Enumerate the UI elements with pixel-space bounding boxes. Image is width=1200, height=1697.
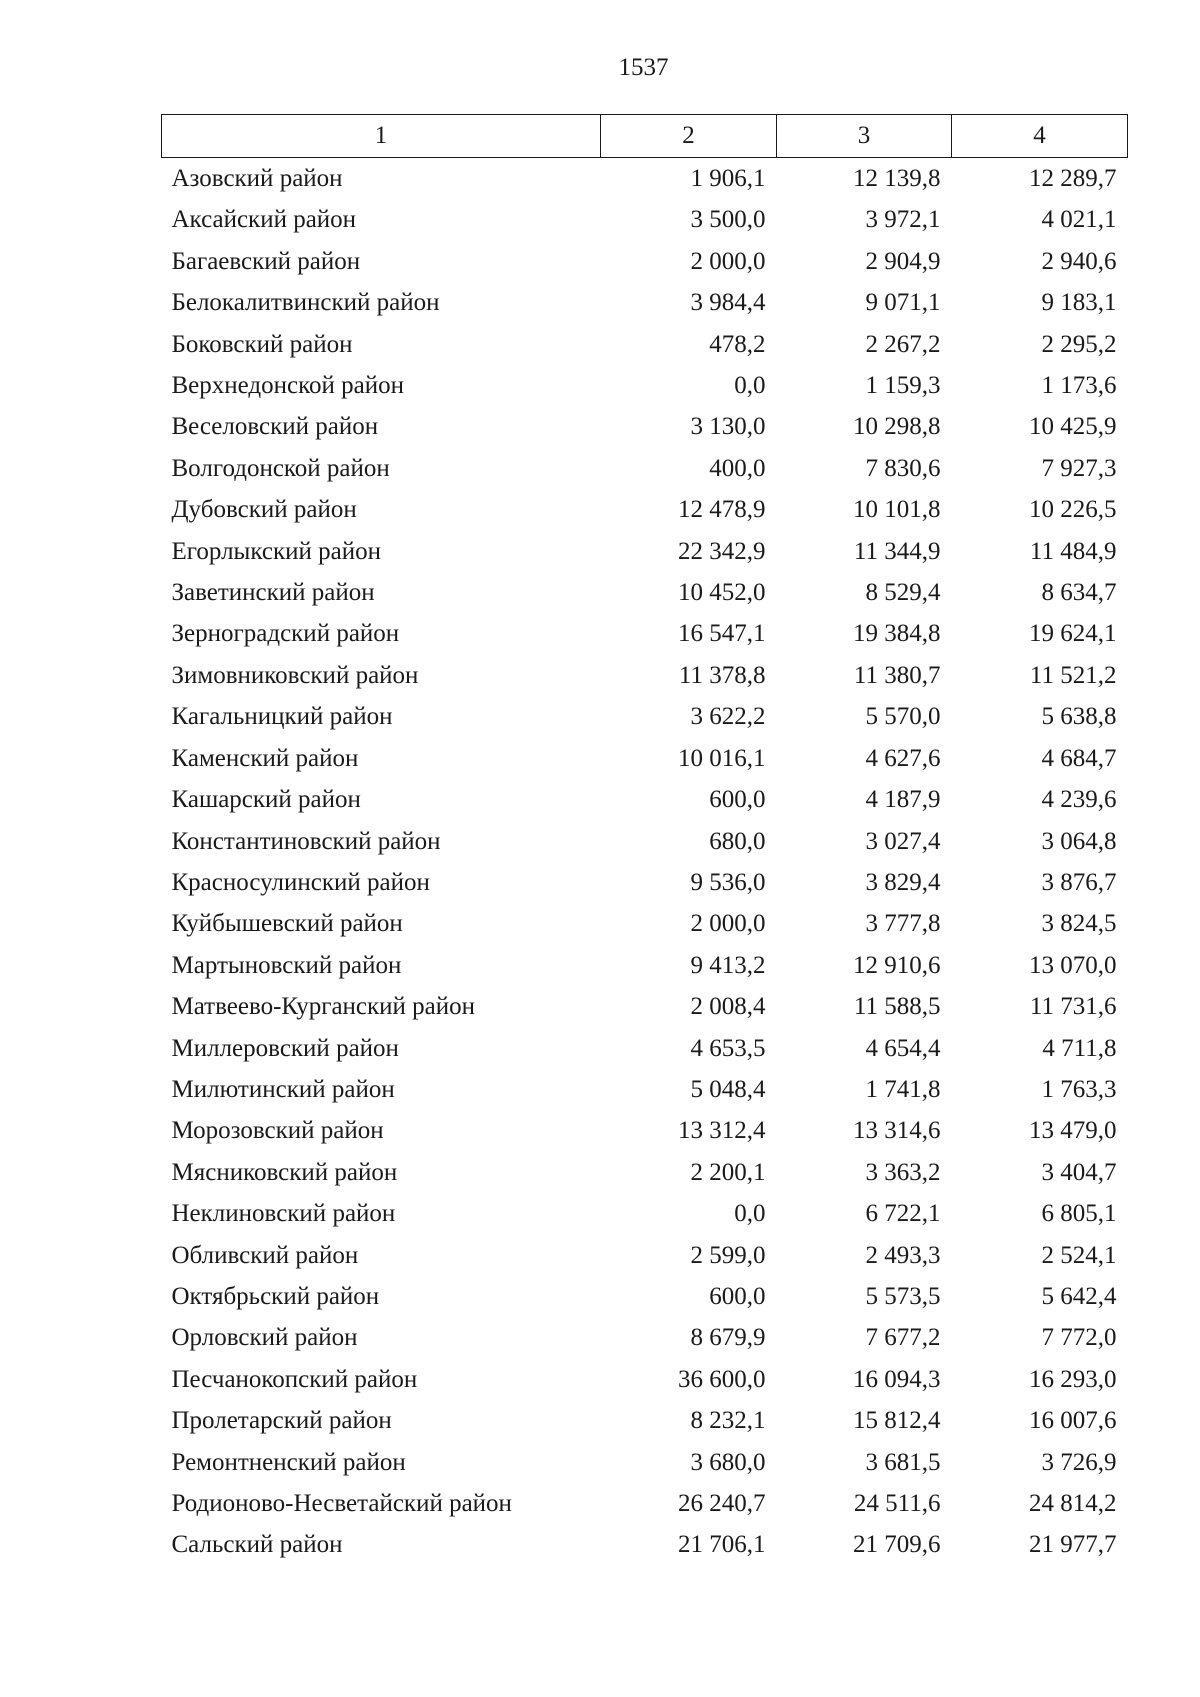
district-name: Зерноградский район bbox=[171, 620, 400, 648]
column-2-value: 8 232,1 bbox=[690, 1407, 766, 1435]
column-2-value: 2 599,0 bbox=[690, 1241, 766, 1269]
district-name: Каменский район bbox=[171, 744, 359, 772]
column-2-value: 9 413,2 bbox=[690, 951, 766, 979]
table-row bbox=[162, 365, 1128, 406]
column-4-value: 2 295,2 bbox=[1041, 330, 1117, 358]
district-name: Морозовский район bbox=[171, 1117, 384, 1145]
column-3-value: 5 573,5 bbox=[865, 1282, 941, 1310]
district-name: Октябрьский район bbox=[171, 1282, 380, 1310]
column-3-value: 4 187,9 bbox=[865, 786, 941, 814]
district-name: Родионово-Несветайский район bbox=[171, 1490, 512, 1517]
table-row bbox=[162, 613, 1128, 654]
column-4-value: 3 404,7 bbox=[1041, 1158, 1117, 1186]
column-4-value: 5 642,4 bbox=[1041, 1282, 1117, 1310]
district-name: Кагальницкий район bbox=[171, 703, 393, 731]
table-row bbox=[162, 1483, 1128, 1524]
column-2-value: 21 706,1 bbox=[678, 1531, 766, 1559]
header-row bbox=[162, 115, 1128, 158]
column-4-value: 24 814,2 bbox=[1029, 1490, 1117, 1517]
district-name: Кашарский район bbox=[171, 786, 361, 814]
district-name: Мясниковский район bbox=[171, 1158, 398, 1186]
district-name: Аксайский район bbox=[171, 206, 357, 234]
column-3-value: 13 314,6 bbox=[853, 1117, 941, 1145]
column-2-value: 22 342,9 bbox=[678, 537, 766, 565]
table-row bbox=[162, 945, 1128, 986]
table-row bbox=[162, 324, 1128, 365]
page-number: 1537 bbox=[618, 54, 669, 81]
district-name: Азовский район bbox=[171, 165, 343, 192]
table-body bbox=[162, 158, 1128, 1566]
column-2-value: 1 906,1 bbox=[690, 165, 766, 192]
column-2-value: 600,0 bbox=[709, 786, 766, 814]
column-4-value: 16 007,6 bbox=[1029, 1407, 1117, 1435]
column-header-1: 1 bbox=[162, 115, 601, 158]
column-2-value: 12 478,9 bbox=[678, 496, 766, 524]
column-4-value: 3 064,8 bbox=[1041, 827, 1117, 855]
column-4-value: 13 070,0 bbox=[1029, 951, 1117, 979]
column-3-value: 4 654,4 bbox=[865, 1034, 941, 1062]
column-4-value: 16 293,0 bbox=[1029, 1365, 1117, 1393]
column-4-value: 11 521,2 bbox=[1029, 661, 1117, 689]
district-name: Обливский район bbox=[171, 1241, 359, 1269]
table-row bbox=[162, 779, 1128, 820]
table-row bbox=[162, 986, 1128, 1027]
column-3-value: 7 677,2 bbox=[865, 1324, 941, 1352]
table-row bbox=[162, 862, 1128, 903]
column-3-value: 2 493,3 bbox=[865, 1241, 941, 1269]
column-4-value: 4 239,6 bbox=[1041, 786, 1117, 814]
column-2-value: 11 378,8 bbox=[678, 661, 766, 689]
column-4-value: 4 711,8 bbox=[1042, 1034, 1117, 1062]
district-name: Куйбышевский район bbox=[171, 910, 403, 938]
column-2-value: 36 600,0 bbox=[678, 1365, 766, 1393]
table-row bbox=[162, 1524, 1128, 1565]
column-4-value: 10 226,5 bbox=[1029, 496, 1117, 524]
column-3-value: 2 904,9 bbox=[865, 247, 941, 275]
column-4-value: 13 479,0 bbox=[1029, 1117, 1117, 1145]
column-2-value: 2 000,0 bbox=[690, 247, 766, 275]
district-name: Пролетарский район bbox=[171, 1407, 392, 1435]
column-4-value: 11 484,9 bbox=[1029, 537, 1117, 565]
column-4-value: 6 805,1 bbox=[1041, 1200, 1117, 1228]
district-name: Мартыновский район bbox=[171, 951, 402, 979]
district-name: Константиновский район bbox=[171, 827, 441, 855]
column-2-value: 26 240,7 bbox=[678, 1490, 766, 1517]
column-3-value: 21 709,6 bbox=[853, 1531, 941, 1559]
column-header-4: 4 bbox=[952, 115, 1128, 158]
table-row bbox=[162, 1235, 1128, 1276]
table-row bbox=[162, 406, 1128, 447]
district-name: Матвеево-Курганский район bbox=[171, 993, 476, 1021]
column-2-value: 5 048,4 bbox=[690, 1075, 766, 1103]
column-4-value: 9 183,1 bbox=[1041, 289, 1117, 317]
column-2-value: 0,0 bbox=[734, 372, 766, 400]
column-3-value: 9 071,1 bbox=[865, 289, 941, 317]
table-row bbox=[162, 903, 1128, 944]
column-4-value: 1 173,6 bbox=[1041, 372, 1117, 400]
column-3-value: 3 681,5 bbox=[865, 1448, 941, 1476]
column-3-value: 4 627,6 bbox=[865, 744, 941, 772]
district-name: Белокалитвинский район bbox=[171, 289, 440, 317]
column-2-value: 680,0 bbox=[709, 827, 766, 855]
column-3-value: 10 298,8 bbox=[853, 413, 941, 441]
district-name: Красносулинский район bbox=[171, 868, 430, 896]
column-2-value: 3 130,0 bbox=[690, 413, 766, 441]
column-3-value: 11 380,7 bbox=[853, 661, 941, 689]
column-3-value: 19 384,8 bbox=[853, 620, 941, 648]
table-row bbox=[162, 158, 1128, 200]
column-2-value: 2 200,1 bbox=[690, 1158, 766, 1186]
column-2-value: 2 000,0 bbox=[690, 910, 766, 938]
district-name: Заветинский район bbox=[171, 579, 375, 607]
column-2-value: 13 312,4 bbox=[678, 1117, 766, 1145]
table-row bbox=[162, 821, 1128, 862]
table-row bbox=[162, 1276, 1128, 1317]
district-name: Милютинский район bbox=[171, 1075, 395, 1103]
column-3-value: 1 159,3 bbox=[865, 372, 941, 400]
column-4-value: 2 940,6 bbox=[1041, 247, 1117, 275]
district-name: Неклиновский район bbox=[171, 1200, 396, 1228]
table-row bbox=[162, 1152, 1128, 1193]
column-3-value: 3 027,4 bbox=[865, 827, 941, 855]
column-4-value: 3 824,5 bbox=[1041, 910, 1117, 938]
table-row bbox=[162, 738, 1128, 779]
table-row bbox=[162, 572, 1128, 613]
table-row bbox=[162, 1110, 1128, 1151]
column-2-value: 9 536,0 bbox=[690, 868, 766, 896]
column-2-value: 4 653,5 bbox=[690, 1034, 766, 1062]
column-2-value: 3 500,0 bbox=[690, 206, 766, 234]
table-header bbox=[162, 115, 1128, 158]
column-2-value: 10 016,1 bbox=[678, 744, 766, 772]
district-name: Егорлыкский район bbox=[171, 537, 381, 565]
column-3-value: 3 363,2 bbox=[865, 1158, 941, 1186]
column-2-value: 0,0 bbox=[734, 1200, 766, 1228]
table-row bbox=[162, 531, 1128, 572]
column-3-value: 11 344,9 bbox=[853, 537, 941, 565]
column-4-value: 4 021,1 bbox=[1041, 206, 1117, 234]
district-name: Веселовский район bbox=[171, 413, 379, 441]
column-3-value: 5 570,0 bbox=[865, 703, 941, 731]
table-row bbox=[162, 282, 1128, 323]
district-name: Багаевский район bbox=[171, 247, 361, 275]
table-row bbox=[162, 199, 1128, 240]
district-name: Волгодонской район bbox=[171, 454, 390, 482]
district-name: Ремонтненский район bbox=[171, 1448, 406, 1476]
column-4-value: 19 624,1 bbox=[1029, 620, 1117, 648]
district-name: Дубовский район bbox=[171, 496, 357, 524]
column-2-value: 3 680,0 bbox=[690, 1448, 766, 1476]
table-row bbox=[162, 1193, 1128, 1234]
column-4-value: 12 289,7 bbox=[1029, 165, 1117, 192]
column-4-value: 4 684,7 bbox=[1041, 744, 1117, 772]
column-4-value: 3 876,7 bbox=[1041, 868, 1117, 896]
column-3-value: 10 101,8 bbox=[853, 496, 941, 524]
district-name: Сальский район bbox=[171, 1531, 343, 1559]
column-4-value: 21 977,7 bbox=[1029, 1531, 1117, 1559]
column-4-value: 1 763,3 bbox=[1041, 1075, 1117, 1103]
district-name: Орловский район bbox=[171, 1324, 358, 1352]
column-3-value: 24 511,6 bbox=[853, 1490, 941, 1517]
column-3-value: 3 829,4 bbox=[865, 868, 941, 896]
table-row bbox=[162, 1442, 1128, 1483]
column-4-value: 11 731,6 bbox=[1029, 993, 1117, 1021]
column-3-value: 2 267,2 bbox=[865, 330, 941, 358]
column-3-value: 8 529,4 bbox=[865, 579, 941, 607]
table-row bbox=[162, 448, 1128, 489]
column-2-value: 3 984,4 bbox=[690, 289, 766, 317]
table-row bbox=[162, 1317, 1128, 1358]
column-3-value: 3 972,1 bbox=[865, 206, 941, 234]
column-3-value: 6 722,1 bbox=[865, 1200, 941, 1228]
column-3-value: 12 139,8 bbox=[853, 165, 941, 192]
district-name: Боковский район bbox=[171, 330, 353, 358]
district-name: Песчанокопский район bbox=[171, 1365, 418, 1393]
table-row bbox=[162, 1069, 1128, 1110]
table-row bbox=[162, 1359, 1128, 1400]
district-name: Миллеровский район bbox=[171, 1034, 399, 1062]
column-2-value: 10 452,0 bbox=[678, 579, 766, 607]
column-3-value: 15 812,4 bbox=[853, 1407, 941, 1435]
column-3-value: 7 830,6 bbox=[865, 454, 941, 482]
column-2-value: 16 547,1 bbox=[678, 620, 766, 648]
table-row bbox=[162, 696, 1128, 737]
column-4-value: 5 638,8 bbox=[1041, 703, 1117, 731]
column-3-value: 11 588,5 bbox=[853, 993, 941, 1021]
table-row bbox=[162, 489, 1128, 530]
column-header-2: 2 bbox=[601, 115, 777, 158]
column-2-value: 2 008,4 bbox=[690, 993, 766, 1021]
table-row bbox=[162, 1400, 1128, 1441]
column-3-value: 12 910,6 bbox=[853, 951, 941, 979]
column-3-value: 16 094,3 bbox=[853, 1365, 941, 1393]
district-name: Верхнедонской район bbox=[171, 372, 404, 400]
table-row bbox=[162, 241, 1128, 282]
column-2-value: 400,0 bbox=[709, 454, 766, 482]
column-4-value: 8 634,7 bbox=[1041, 579, 1117, 607]
column-4-value: 7 772,0 bbox=[1041, 1324, 1117, 1352]
column-4-value: 10 425,9 bbox=[1029, 413, 1117, 441]
column-4-value: 7 927,3 bbox=[1041, 454, 1117, 482]
column-2-value: 478,2 bbox=[709, 330, 766, 358]
data-table bbox=[161, 114, 1128, 1566]
column-4-value: 2 524,1 bbox=[1041, 1241, 1117, 1269]
column-3-value: 3 777,8 bbox=[865, 910, 941, 938]
column-3-value: 1 741,8 bbox=[865, 1075, 941, 1103]
column-header-3: 3 bbox=[777, 115, 952, 158]
column-4-value: 3 726,9 bbox=[1041, 1448, 1117, 1476]
column-2-value: 8 679,9 bbox=[690, 1324, 766, 1352]
district-name: Зимовниковский район bbox=[171, 661, 419, 689]
table-row bbox=[162, 1028, 1128, 1069]
table-row bbox=[162, 655, 1128, 696]
column-2-value: 600,0 bbox=[709, 1282, 766, 1310]
column-2-value: 3 622,2 bbox=[690, 703, 766, 731]
